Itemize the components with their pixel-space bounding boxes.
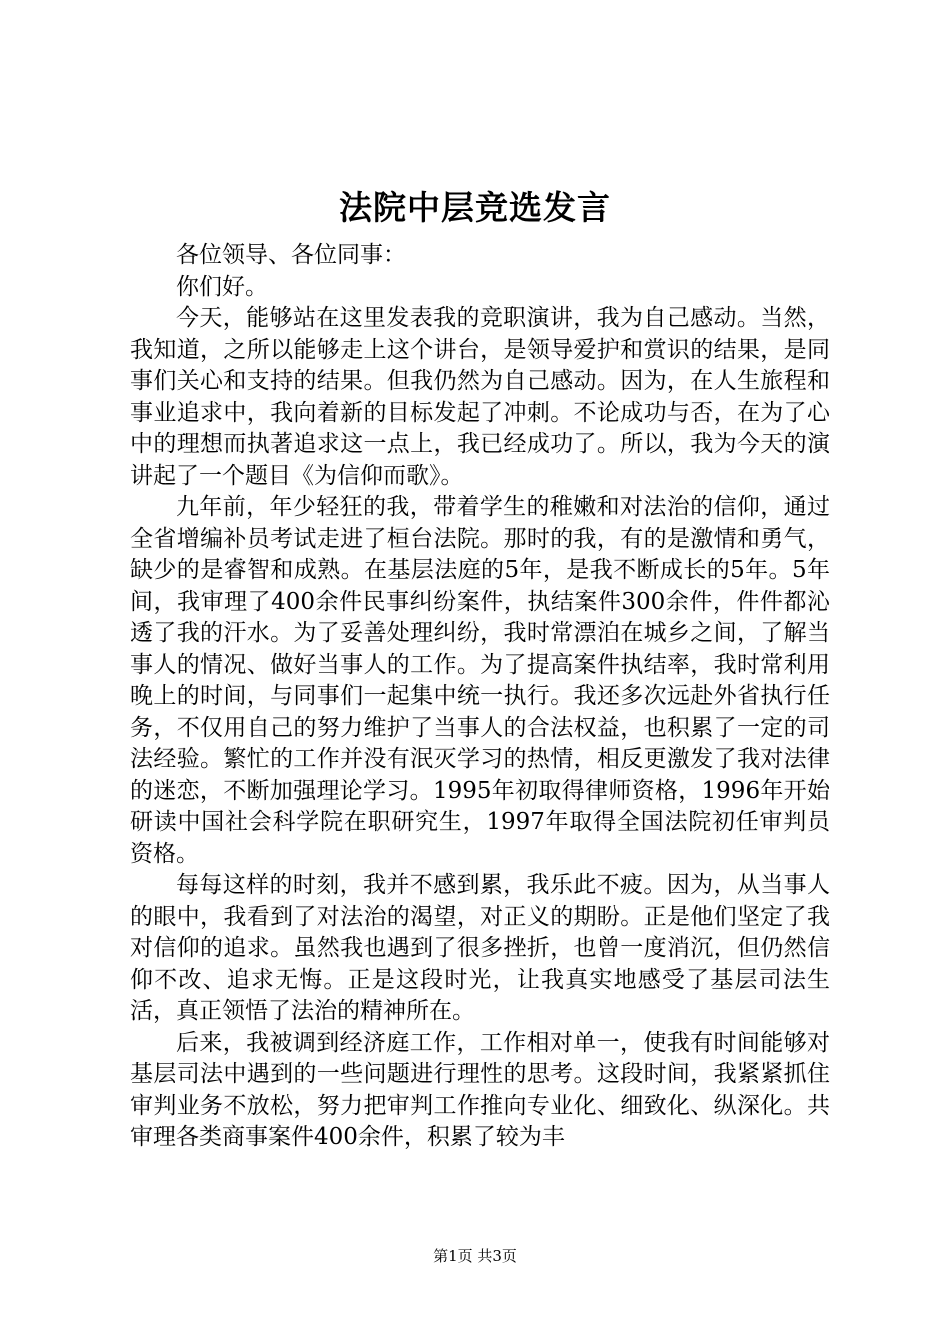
document-body [130, 240, 830, 1154]
paragraph-salutation: 各位领导、各位同事： [176, 242, 406, 268]
paragraph-every-moment: 每每这样的时刻，我并不感到累，我乐此不疲。因为，从当事人的眼中，我看到了对法治的渴望，对正义的期盼。正是他们坚定了我对信仰的追求。虽然我也遇到了很多挫折，也曾一度消沉，但仍然信仰不改、追求无悔。正是这段时光，让我真实地感受了基层司法生活，真正领悟了法治的精神所在。 [130, 872, 830, 1024]
paragraph-greeting: 你们好。 [176, 273, 268, 300]
paragraph-later: 后来，我被调到经济庭工作，工作相对单一，使我有时间能够对基层司法中遇到的一些问题进行理性的思考。这段时间，我紧紧抓住审判业务不放松，努力把审判工作推向专业化、细致化、纵深化。共审理各类商事案件400余件，积累了较为丰 [130, 1029, 830, 1150]
page-number-footer: 第1页 共3页 [433, 1247, 517, 1265]
document-title: 法院中层竞选发言 [339, 188, 611, 227]
paragraph-intro: 今天，能够站在这里发表我的竞职演讲，我为自己感动。当然，我知道，之所以能够走上这个讲台，是领导爱护和赏识的结果，是同事们关心和支持的结果。但我仍然为自己感动。因为，在人生旅程和事业追求中，我向着新的目标发起了冲刺。不论成功与否，在为了心中的理想而执著追求这一点上，我已经成功了。所以，我为今天的演讲起了一个题目《为信仰而歌》。 [130, 305, 830, 489]
paragraph-nine-years-ago: 九年前，年少轻狂的我，带着学生的稚嫩和对法治的信仰，通过全省增编补员考试走进了桓台法院。那时的我，有的是激情和勇气，缺少的是睿智和成熟。在基层法庭的5年，是我不断成长的5年。5年间，我审理了400余件民事纠纷案件，执结案件300余件，件件都沁透了我的汗水。为了妥善处理纠纷，我时常漂泊在城乡之间，了解当事人的情况、做好当事人的工作。为了提高案件执结率，我时常利用晚上的时间，与同事们一起集中统一执行。我还多次远赴外省执行任务，不仅用自己的努力维护了当事人的合法权益，也积累了一定的司法经验。繁忙的工作并没有泯灭学习的热情，相反更激发了我对法律的迷恋，不断加强理论学习。1995年初取得律师资格，1996年开始研读中国社会科学院在职研究生，1997年取得全国法院初任审判员资格。 [130, 494, 830, 867]
